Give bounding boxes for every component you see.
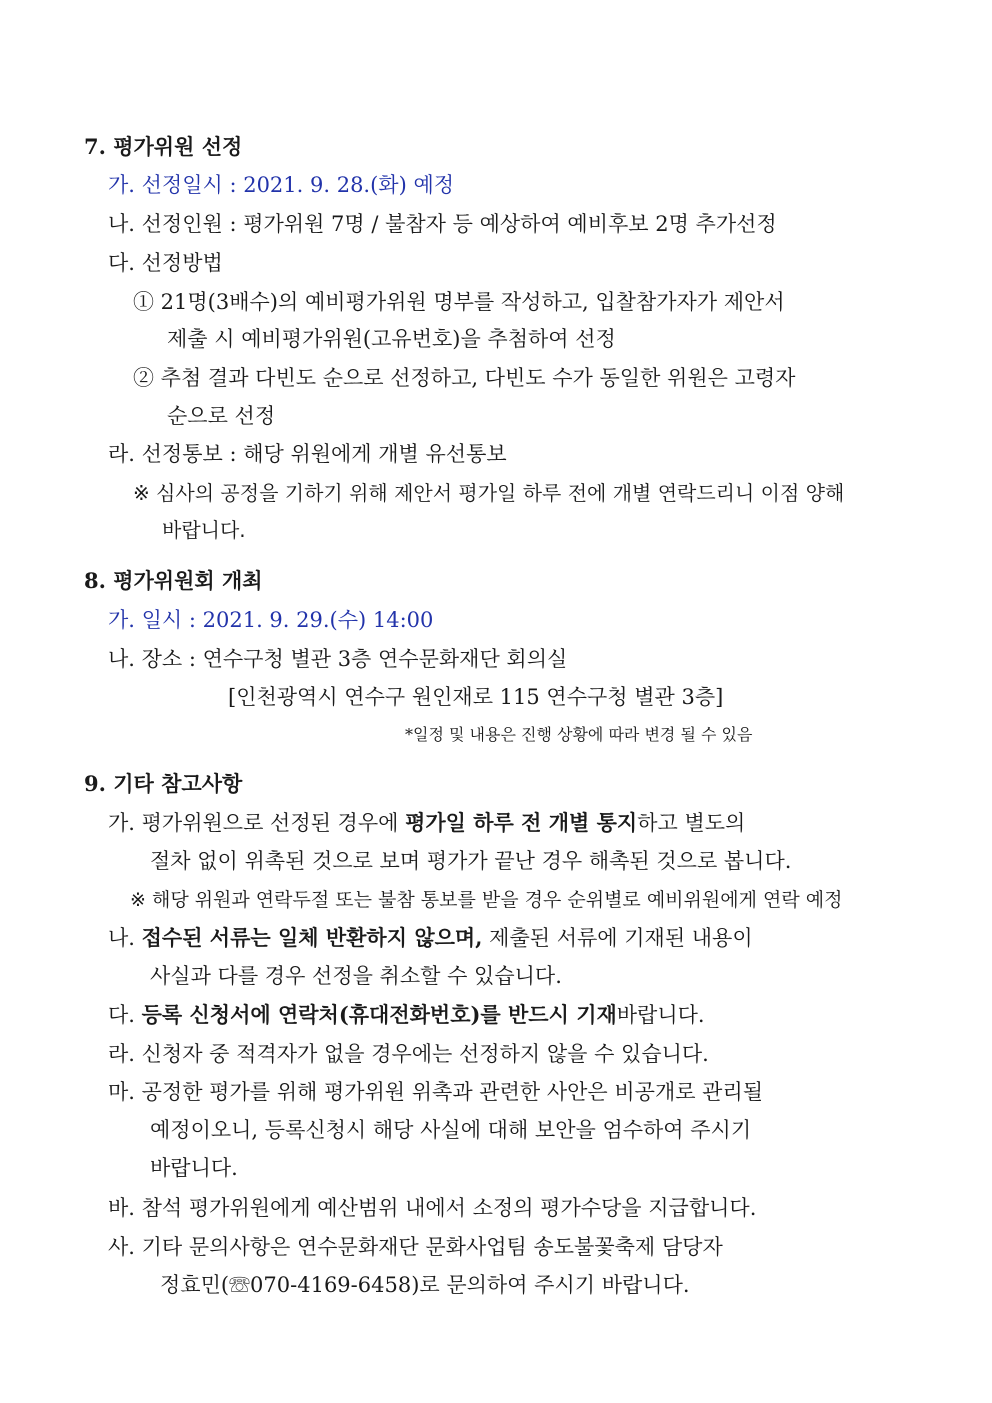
section-9-item-a-note: ※ 해당 위원과 연락두절 또는 불참 통보를 받을 경우 순위별로 예비위원에게 연락 예정 bbox=[130, 889, 843, 911]
section-7-item-b: 나. 선정인원 : 평가위원 7명 / 불참자 등 예상하여 예비후보 2명 추가선정 bbox=[108, 212, 777, 236]
section-9-item-e-line1: 마. 공정한 평가를 위해 평가위원 위촉과 관련한 사안은 비공개로 관리될 bbox=[108, 1080, 764, 1104]
section-7-c1-line2: 제출 시 예비평가위원(고유번호)을 추첨하여 선정 bbox=[167, 327, 616, 351]
item-b-prefix: 나. bbox=[108, 926, 142, 950]
section-8-heading: 8. 평가위원회 개최 bbox=[84, 568, 263, 593]
section-9-item-d: 라. 신청자 중 적격자가 없을 경우에는 선정하지 않을 수 있습니다. bbox=[108, 1042, 709, 1066]
section-9-item-b-line1 bbox=[108, 925, 753, 951]
section-9-item-f: 바. 참석 평가위원에게 예산범위 내에서 소정의 평가수당을 지급합니다. bbox=[108, 1196, 757, 1220]
section-9-item-g-line2: 정효민(☏070-4169-6458)로 문의하여 주시기 바랍니다. bbox=[160, 1273, 690, 1297]
item-c-prefix: 다. bbox=[108, 1003, 142, 1027]
section-7-c2-line2: 순으로 선정 bbox=[167, 404, 276, 428]
section-7-c1-line1: ① 21명(3배수)의 예비평가위원 명부를 작성하고, 입찰참가자가 제안서 bbox=[133, 290, 785, 314]
section-9-item-g-line1: 사. 기타 문의사항은 연수문화재단 문화사업팀 송도불꽃축제 담당자 bbox=[108, 1235, 723, 1259]
item-c-bold: 등록 신청서에 연락처(휴대전화번호)를 반드시 기재 bbox=[141, 1002, 617, 1027]
item-b-bold: 접수된 서류는 일체 반환하지 않으며, bbox=[141, 925, 483, 950]
section-7-item-a: 가. 선정일시 : 2021. 9. 28.(화) 예정 bbox=[108, 173, 455, 197]
item-a-prefix: 가. 평가위원으로 선정된 경우에 bbox=[108, 811, 406, 835]
section-7-item-d: 라. 선정통보 : 해당 위원에게 개별 유선통보 bbox=[108, 442, 507, 466]
section-8-address: [인천광역시 연수구 원인재로 115 연수구청 별관 3층] bbox=[228, 685, 724, 709]
section-8-item-a: 가. 일시 : 2021. 9. 29.(수) 14:00 bbox=[108, 608, 434, 632]
item-c-suffix: 바랍니다. bbox=[616, 1003, 705, 1027]
section-8-item-b: 나. 장소 : 연수구청 별관 3층 연수문화재단 회의실 bbox=[108, 647, 568, 671]
section-9-item-e-line3: 바랍니다. bbox=[150, 1156, 238, 1180]
section-7-item-c: 다. 선정방법 bbox=[108, 251, 223, 275]
section-7-heading: 7. 평가위원 선정 bbox=[84, 134, 243, 159]
section-7-c2-line1: ② 추첨 결과 다빈도 순으로 선정하고, 다빈도 수가 동일한 위원은 고령자 bbox=[133, 366, 796, 390]
section-9-item-e-line2: 예정이오니, 등록신청시 해당 사실에 대해 보안을 엄수하여 주시기 bbox=[150, 1118, 752, 1142]
section-9-item-a-line2: 절차 없이 위촉된 것으로 보며 평가가 끝난 경우 해촉된 것으로 봅니다. bbox=[150, 849, 792, 873]
item-a-bold: 평가일 하루 전 개별 통지 bbox=[405, 810, 638, 835]
section-9-item-c bbox=[108, 1002, 705, 1028]
section-7-note-line2: 바랍니다. bbox=[162, 518, 246, 542]
section-9-heading: 9. 기타 참고사항 bbox=[84, 771, 243, 796]
section-9-item-b-line2: 사실과 다를 경우 선정을 취소할 수 있습니다. bbox=[150, 964, 562, 988]
section-8-footnote: *일정 및 내용은 진행 상황에 따라 변경 될 수 있음 bbox=[405, 725, 753, 744]
section-9-item-a-line1 bbox=[108, 810, 745, 836]
item-a-suffix: 하고 별도의 bbox=[637, 811, 746, 835]
item-b-suffix: 제출된 서류에 기재된 내용이 bbox=[482, 926, 753, 950]
section-7-note-line1: ※ 심사의 공정을 기하기 위해 제안서 평가일 하루 전에 개별 연락드리니 이점 양해 bbox=[133, 481, 845, 505]
